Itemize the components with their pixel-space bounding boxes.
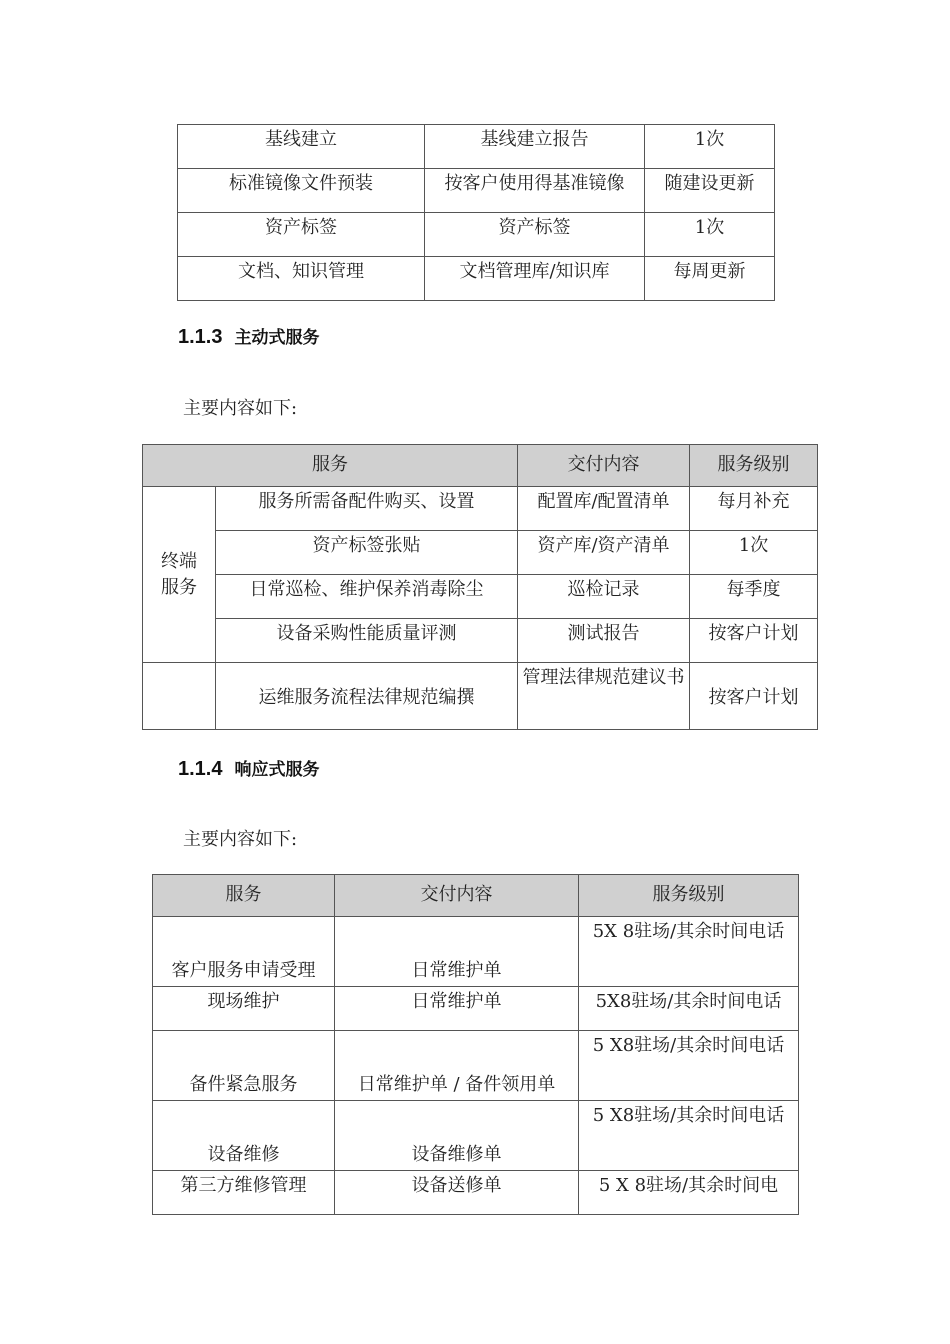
table-row	[143, 487, 818, 531]
table-cell: 按客户使用得基准镜像	[425, 169, 645, 213]
table-cell: 设备维修单	[335, 1101, 579, 1171]
table-cell: 1次	[690, 531, 818, 575]
table-cell: 每月补充	[690, 487, 818, 531]
table-header-row	[143, 445, 818, 487]
table-cell: 日常巡检、维护保养消毒除尘	[216, 575, 518, 619]
table-row	[178, 257, 775, 301]
table-cell: 每季度	[690, 575, 818, 619]
table-row	[178, 125, 775, 169]
table-row	[178, 169, 775, 213]
responsive-service-table	[152, 874, 799, 1215]
table-cell: 每周更新	[645, 257, 775, 301]
proactive-service-table	[142, 444, 818, 730]
table-row	[143, 619, 818, 663]
table-row	[178, 213, 775, 257]
table-cell: 客户服务申请受理	[153, 917, 335, 987]
section-title: 主动式服务	[234, 328, 320, 348]
table-cell: 5 X 8驻场/其余时间电	[579, 1171, 799, 1215]
table-row	[153, 1171, 799, 1215]
table-cell: 5 X8驻场/其余时间电话	[579, 1101, 799, 1171]
table-cell: 管理法律规范建议书	[518, 663, 690, 730]
header-delivery: 交付内容	[335, 875, 579, 917]
table-cell: 随建设更新	[645, 169, 775, 213]
table-cell: 资产库/资产清单	[518, 531, 690, 575]
table-cell: 设备采购性能质量评测	[216, 619, 518, 663]
section-title: 响应式服务	[234, 760, 320, 780]
table-cell: 巡检记录	[518, 575, 690, 619]
section-number: 1.1.3	[178, 326, 223, 348]
table-row	[143, 663, 818, 730]
table-cell: 文档管理库/知识库	[425, 257, 645, 301]
table-cell: 按客户计划	[690, 663, 818, 730]
table-row	[143, 575, 818, 619]
table-cell: 标准镜像文件预装	[178, 169, 425, 213]
header-delivery: 交付内容	[518, 445, 690, 487]
table-cell: 5X 8驻场/其余时间电话	[579, 917, 799, 987]
header-level: 服务级别	[579, 875, 799, 917]
table-cell: 日常维护单 / 备件领用单	[335, 1031, 579, 1101]
header-service: 服务	[143, 445, 518, 487]
table-cell: 资产标签	[178, 213, 425, 257]
baseline-table	[177, 124, 775, 301]
table-cell: 1次	[645, 125, 775, 169]
table-row	[153, 1031, 799, 1101]
table-cell: 测试报告	[518, 619, 690, 663]
table-cell: 设备维修	[153, 1101, 335, 1171]
table-cell: 资产标签张贴	[216, 531, 518, 575]
table-cell: 服务所需备配件购买、设置	[216, 487, 518, 531]
intro-text: 主要内容如下:	[183, 398, 298, 419]
table-cell: 现场维护	[153, 987, 335, 1031]
section-number: 1.1.4	[178, 758, 223, 780]
table-cell: 文档、知识管理	[178, 257, 425, 301]
table-cell: 按客户计划	[690, 619, 818, 663]
table-cell: 日常维护单	[335, 987, 579, 1031]
header-level: 服务级别	[690, 445, 818, 487]
section-heading-114	[178, 755, 319, 781]
table-cell: 5X8驻场/其余时间电话	[579, 987, 799, 1031]
table-cell: 设备送修单	[335, 1171, 579, 1215]
table-cell: 1次	[645, 213, 775, 257]
table-cell: 5 X8驻场/其余时间电话	[579, 1031, 799, 1101]
table-cell: 配置库/配置清单	[518, 487, 690, 531]
table-cell: 第三方维修管理	[153, 1171, 335, 1215]
table-cell	[143, 663, 216, 730]
header-service: 服务	[153, 875, 335, 917]
table-row	[143, 531, 818, 575]
table-row	[153, 1101, 799, 1171]
table-cell: 资产标签	[425, 213, 645, 257]
table-header-row	[153, 875, 799, 917]
section-heading-113	[178, 323, 319, 349]
group-label-text: 终端服务	[161, 550, 197, 598]
table-row	[153, 987, 799, 1031]
group-label	[143, 487, 216, 663]
intro-text: 主要内容如下:	[183, 829, 298, 850]
table-cell: 日常维护单	[335, 917, 579, 987]
table-row	[153, 917, 799, 987]
table-cell: 备件紧急服务	[153, 1031, 335, 1101]
table-cell: 运维服务流程法律规范编撰	[216, 663, 518, 730]
table-cell: 基线建立	[178, 125, 425, 169]
table-cell: 基线建立报告	[425, 125, 645, 169]
